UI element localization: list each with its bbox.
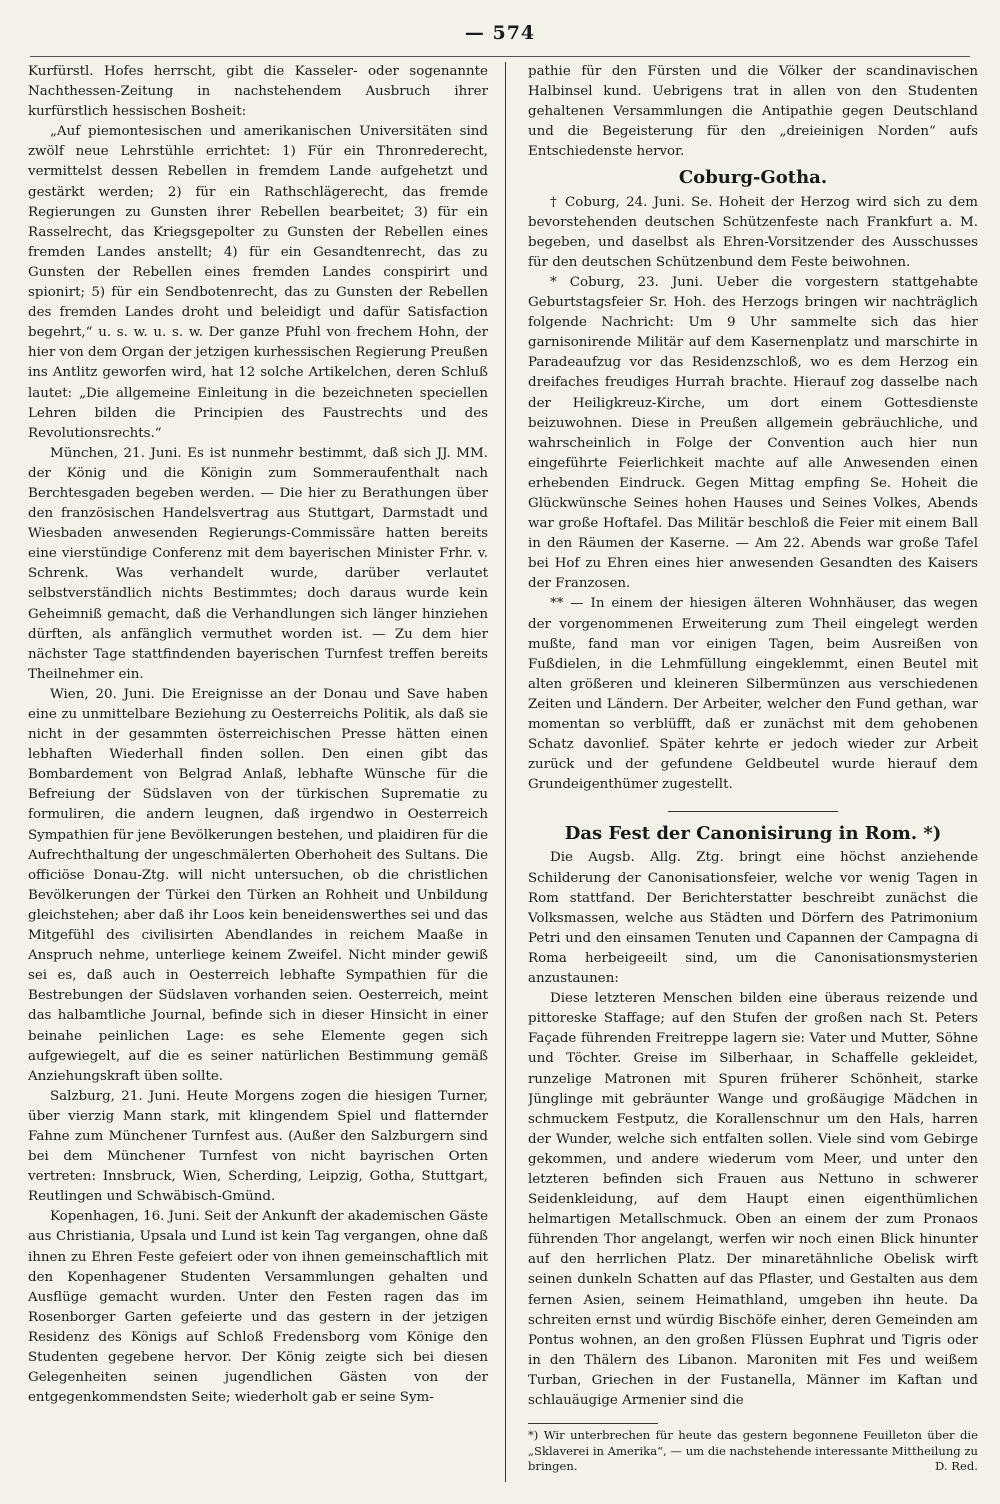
article-paragraph: Kopenhagen, 16. Juni. Seit der Ankunft der akademischen Gäste aus Christiania, Upsala und Lund ist kein Tag vergangen, ohne daß ihnen zu Ehren Feste gefeiert oder von ihnen gemeinschaftlich mit den Kopenhagener Studenten Versammlungen gehalten und Ausflüge gemacht wurden. Unter den Festen ragen das im Rosenborger Garten gefeierte und das gestern in der jetzigen Residenz des Königs auf Schloß Fredensborg vom Könige den Studenten gegebene hervor. Der König zeigte sich bei diesen Gelegenheiten seinen jugendlichen Gästen von der entgegenkommendsten Seite; wiederholt gab er seine Sym- bbox=[28, 1209, 488, 1406]
article-paragraph: Kurfürstl. Hofes herrscht, gibt die Kasseler- oder sogenannte Nachthessen-Zeitung in nachstehendem Ausbruch ihrer kurfürstlich hessischen Bosheit: bbox=[28, 64, 488, 120]
section-heading: Das Fest der Canonisirung in Rom. *) bbox=[564, 823, 942, 845]
column-divider bbox=[505, 62, 506, 1482]
article-paragraph: pathie für den Fürsten und die Völker der scandinavischen Halbinsel kund. Uebrigens trat in allen von den Studenten gehaltenen Versammlungen die Antipathie gegen Deutschland und die Begeisterung für den „dreieinigen Norden“ aufs Entschiedenste hervor. bbox=[528, 64, 978, 160]
page-number: — 574 bbox=[464, 22, 536, 44]
right-column bbox=[528, 62, 978, 1487]
article-paragraph: Diese letzteren Menschen bilden eine überaus reizende und pittoreske Staffage; auf den Stufen der großen nach St. Peters Façade führenden Freitreppe lagern sie: Vater und Mutter, Söhne und Töchter. Greise im Silberhaar, in Schaffelle gekleidet, runzelige Matronen mit Spuren früherer Schönheit, starke Jünglinge mit gebräunter Wange und großäugige Mädchen in schmuckem Festputz, die Korallenschnur um den Hals, harren der Wunder, welche sich entfalten sollen. Viele sind vom Gebirge gekommen, und andere wiederum vom Meer, und unter den letzteren befinden sich Frauen aus Nettuno in schwerer Seidenkleidung, auf dem Haupt einen eigenthümlichen helmartigen Metallschmuck. Oben an einem der zum Pronaos führenden Thor angelangt, werfen wir noch einen Blick hinunter auf den herrlichen Platz. Der minaretähnliche Obelisk wirft seinen dunkeln Schatten auf das Pflaster, und Gestalten aus dem fernen Asien, seinem Heimathland, umgeben ihn heute. Da schreiten ernst und würdig Bischöfe einher, deren Gemeinden am Pontus wohnen, an den großen Flüssen Euphrat und Tigris oder in den Thälern des Libanon. Maroniten mit Fes und weißem Turban, Griechen in der Fustanella, Männer im Kaftan und schlauäugige Armenier sind die bbox=[528, 991, 978, 1408]
footnote-text: *) Wir unterbrechen für heute das gestern begonnene Feuilleton über die „Sklaverei in Amerika“, — um die nachstehende interessante Mittheilung zu bringen. bbox=[528, 1428, 978, 1474]
article-paragraph: * Coburg, 23. Juni. Ueber die vorgestern stattgehabte Geburtstagsfeier Sr. Hoh. des Herzogs bringen wir nachträglich folgende Nachricht: Um 9 Uhr sammelte sich das hier garnisonirende Militär auf dem Kasernenplatz und marschirte in Paradeaufzug vor das Residenzschloß, wo es dem Herzog ein dreifaches freudiges Hurrah brachte. Hierauf zog dasselbe nach der Heiligkreuz-Kirche, um dort einem Gottesdienste beizuwohnen. Diese in Preußen allgemein gebräuchliche, und wahrscheinlich in Folge der Convention auch hier nun eingeführte Feierlichkeit machte auf alle Anwesenden einen erhebenden Eindruck. Gegen Mittag empfing Se. Hoheit die Glückwünsche Seines hohen Hauses und Seines Volkes, Abends war große Hoftafel. Das Militär beschloß die Feier mit einem Ball in den Räumen der Kaserne. — Am 22. Abends war große Tafel bei Hof zu Ehren eines hier anwesenden Gesandten des Kaisers der Franzosen. bbox=[528, 274, 978, 592]
left-column bbox=[28, 62, 488, 1487]
article-paragraph: † Coburg, 24. Juni. Se. Hoheit der Herzog wird sich zu dem bevorstehenden deutschen Schützenfeste nach Frankfurt a. M. begeben, und daselbst als Ehren-Vorsitzender des Ausschusses für den deutschen Schützenbund dem Feste beiwohnen. bbox=[528, 194, 978, 270]
article-paragraph: „Auf piemontesischen und amerikanischen Universitäten sind zwölf neue Lehrstühle errichtet: 1) Für ein Thronrederecht, vermittelst dessen Rebellen in fremdem Lande aufgehetzt und gestärkt werden; 2) für ein Rathschlägerecht, das fremde Regierungen zu Gunsten ihrer Rebellen bearbeitet; 3) für ein Rasselrecht, das Kriegsgepolter zu Gunsten der Rebellen eines fremden Landes anstellt; 4) für ein Gesandtenrecht, das zu Gunsten der Rebellen eines fremden Landes conspirirt und spionirt; 5) für ein Sendbotenrecht, das zu Gunsten der Rebellen des fremden Landes droht und beleidigt und dafür Satisfaction begehrt,“ u. s. w. u. s. w. Der ganze Pfuhl von frechem Hohn, der hier von dem Organ der jetzigen kurhessischen Regierung Preußen ins Antlitz geworfen wird, hat 12 solche Artikelchen, deren Schluß lautet: „Die allgemeine Einleitung in die bezeichneten speciellen Lehren bilden die Principien des Faustrechts und des Revolutionsrechts.“ bbox=[28, 124, 488, 441]
article-paragraph: München, 21. Juni. Es ist nunmehr bestimmt, daß sich JJ. MM. der König und die Königin zum Sommeraufenthalt nach Berchtesgaden begeben werden. — Die hier zu Berathungen über den französischen Handelsvertrag aus Stuttgart, Darmstadt und Wiesbaden anwesenden Regierungs-Commissäre hatten bereits eine vierstündige Conferenz mit dem bayerischen Minister Frhr. v. Schrenk. Was verhandelt wurde, darüber verlautet selbstverständlich nichts Bestimmtes; doch daraus wurde kein Geheimniß gemacht, daß die Verhandlungen sich länger hinziehen dürften, als anfänglich vermuthet worden ist. — Zu dem hier nächster Tage stattfindenden bayerischen Turnfest treffen bereits Theilnehmer ein. bbox=[28, 445, 488, 682]
footnote-signature: D. Red. bbox=[935, 1459, 978, 1474]
footnote bbox=[528, 1428, 978, 1475]
article-paragraph: ** — In einem der hiesigen älteren Wohnhäuser, das wegen der vorgenommenen Erweiterung zum Theil eingelegt werden mußte, fand man vor einigen Tagen, beim Ausreißen von Fußdielen, in die Lehmfüllung eingeklemmt, einen Beutel mit alten größeren und kleineren Silbermünzen aus verschiedenen Zeiten und Ländern. Der Arbeiter, welcher den Fund gethan, war momentan so verblüfft, daß er zunächst mit dem gehobenen Schatz davonlief. Später kehrte er jedoch wieder zur Arbeit zurück und der gefundene Geldbeutel wurde hierauf dem Grundeigenthümer zugestellt. bbox=[528, 596, 978, 793]
article-paragraph: Wien, 20. Juni. Die Ereignisse an der Donau und Save haben eine zu unmittelbare Beziehung zu Oesterreichs Politik, als daß sie nicht in der gesammten österreichischen Presse hätten einen lebhaften Wiederhall finden sollen. Den einen gibt das Bombardement von Belgrad Anlaß, lebhafte Wünsche für die Befreiung der Südslaven von der türkischen Suprematie zu formuliren, die andern leugnen, daß irgendwo in Oesterreich Sympathien für jene Bevölkerungen bestehen, und plaidiren für die Aufrechthaltung der ungeschmälerten Oberhoheit des Sultans. Die officiöse Donau-Ztg. will nicht untersuchen, ob die christlichen Bevölkerungen der Türkei den Türken an Rohheit und Unbildung gleichstehen; aber daß ihr Loos kein beneidenswerthes sei und das Mitgefühl des civilisirten Abendlandes in reichem Maaße in Anspruch nehme, unterliege keinem Zweifel. Nicht minder gewiß sei es, daß auch in Oesterreich lebhafte Sympathien für die Bestrebungen der Südslaven vorhanden seien. Oesterreich, meint das halbamtliche Journal, befinde sich in dieser Hinsicht in einer beinahe peinlichen Lage: es sehe Elemente gegen sich aufgewiegelt, auf die es seiner natürlichen Bestimmung gemäß Anziehungskraft üben sollte. bbox=[28, 686, 488, 1084]
article-paragraph: Salzburg, 21. Juni. Heute Morgens zogen die hiesigen Turner, über vierzig Mann stark, mit klingendem Spiel und flatternder Fahne zum Münchener Turnfest aus. (Außer den Salzburgern sind bei dem Münchener Turnfest von nicht bayrischen Orten vertreten: Innsbruck, Wien, Scherding, Leipzig, Gotha, Stuttgart, Reutlingen und Schwäbisch-Gmünd. bbox=[28, 1088, 488, 1205]
footnote-rule bbox=[528, 1423, 658, 1424]
section-rule bbox=[668, 811, 838, 812]
header-rule bbox=[30, 56, 970, 57]
article-paragraph: Die Augsb. Allg. Ztg. bringt eine höchst anziehende Schilderung der Canonisationsfeier, welche vor wenig Tagen in Rom stattfand. Der Berichterstatter beschreibt zunächst die Volksmassen, welche aus Städten und Dörfern des Patrimonium Petri und den einsamen Tenuten und Capannen der Campagna di Roma herbeigeeilt sind, um die Canonisationsmysterien anzustaunen: bbox=[528, 850, 978, 987]
section-heading: Coburg-Gotha. bbox=[678, 167, 828, 189]
